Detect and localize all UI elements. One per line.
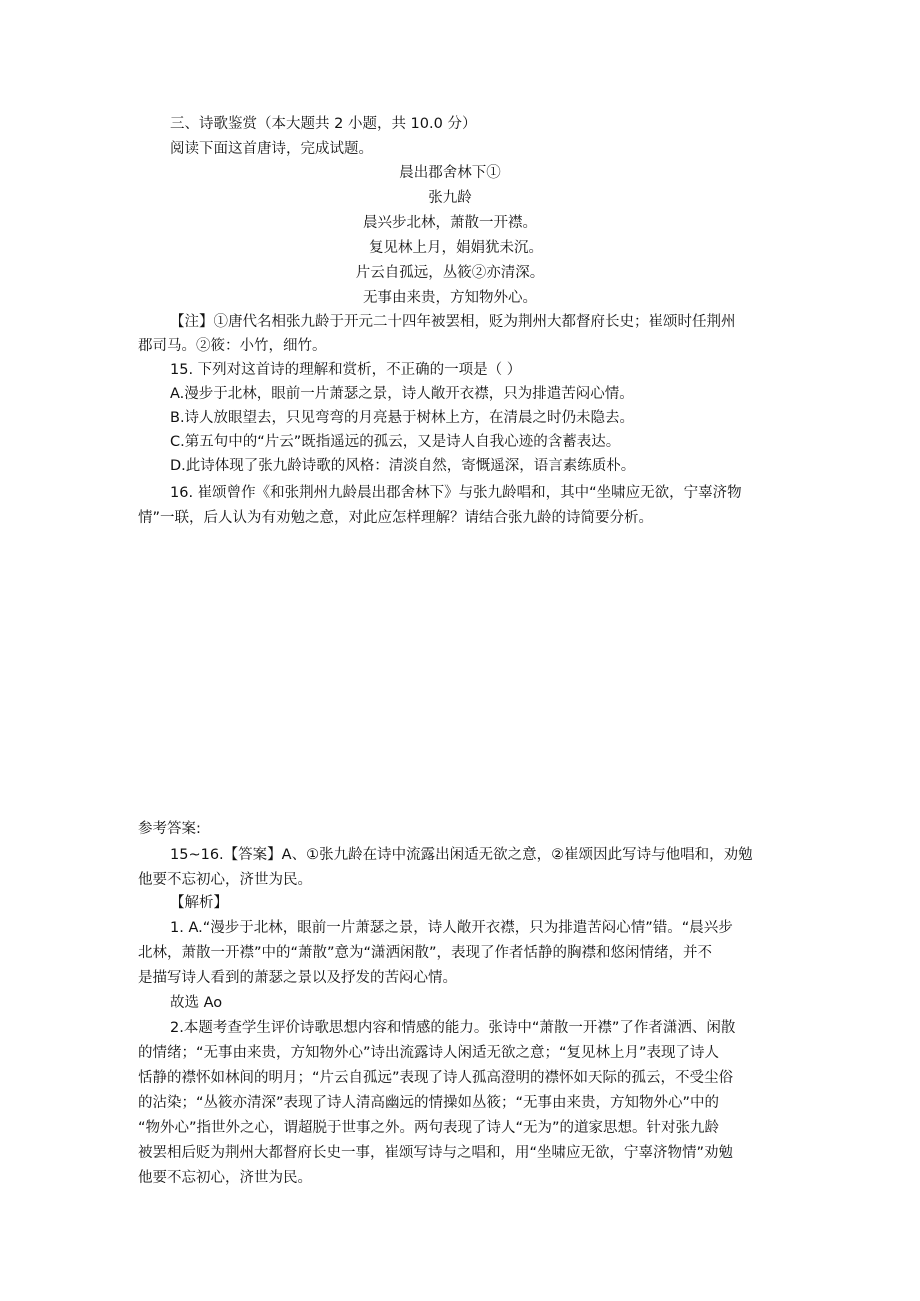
question-15-option-a: A.漫步于北林，眼前一片萧瑟之景，诗人敞开衣襟，只为排遣苦闷心情。 [170, 386, 634, 402]
poem-line-1: 晨兴步北林，萧散一开襟。 [363, 215, 537, 231]
question-15-option-d: D.此诗体现了张九龄诗歌的风格：清淡自然，寄慨遥深，语言素练质朴。 [170, 458, 636, 474]
poem-author: 张九龄 [428, 190, 472, 206]
analysis-label: 【解析】 [170, 895, 228, 911]
answer-choice: 故选 Ao [170, 995, 223, 1011]
question-16-line-2: 情”一联，后人认为有劝勉之意，对此应怎样理解？请结合张九龄的诗简要分析。 [138, 510, 654, 526]
question-16-line-1: 16. 崔颂曾作《和张荆州九龄晨出郡舍林下》与张九龄唱和，其中“坐啸应无欲，宁辜济物 [170, 485, 742, 501]
analysis-point-2-line-2: 的情绪；“无事由来贵，方知物外心”诗出流露诗人闲适无欲之意；“复见林上月”表现了诗人 [138, 1045, 720, 1061]
answer-main-line-1: 15~16.【答案】A、①张九龄在诗中流露出闲适无欲之意，②崔颂因此写诗与他唱和，劝勉 [170, 847, 753, 863]
poem-note-line-1: 【注】①唐代名相张九龄于开元二十四年被罢相，贬为荆州大都督府长史；崔颂时任荆州 [170, 314, 736, 330]
analysis-point-1-line-2: 北林，萧散一开襟”中的“萧散”意为“潇洒闲散”，表现了作者恬静的胸襟和悠闲情绪，并不 [138, 945, 713, 961]
answer-main-line-2: 他要不忘初心，济世为民。 [138, 872, 312, 888]
poem-line-2: 复见林上月，娟娟犹未沉。 [369, 240, 543, 256]
analysis-point-1-line-3: 是描写诗人看到的萧瑟之景以及抒发的苦闷心情。 [138, 970, 457, 986]
analysis-point-2-line-7: 他要不忘初心，济世为民。 [138, 1170, 312, 1186]
analysis-point-2-line-6: 被罢相后贬为荆州大都督府长史一事，崔颂写诗与之唱和，用“坐啸应无欲，宁辜济物情”劝勉 [138, 1145, 734, 1161]
analysis-point-1-line-1: 1. A.“漫步于北林，眼前一片萧瑟之景，诗人敞开衣襟，只为排遣苦闷心情”错。“晨兴步 [170, 920, 733, 936]
answer-label: 参考答案: [138, 821, 201, 837]
section-heading: 三、诗歌鉴赏（本大题共 2 小题，共 10.0 分） [170, 116, 477, 132]
analysis-point-2-line-5: “物外心”指世外之心，谓超脱于世事之外。两句表现了诗人“无为”的道家思想。针对张九龄 [138, 1120, 720, 1136]
question-15-option-c: C.第五句中的“片云”既指遥远的孤云，又是诗人自我心迹的含蓄表达。 [170, 434, 621, 450]
analysis-point-2-line-1: 2.本题考查学生评价诗歌思想内容和情感的能力。张诗中“萧散一开襟”了作者潇洒、闲散 [170, 1020, 736, 1036]
analysis-point-2-line-4: 的沾染；“丛筱亦清深”表现了诗人清高幽远的情操如丛筱；“无事由来贵，方知物外心”中的 [138, 1095, 720, 1111]
question-15-stem: 15. 下列对这首诗的理解和赏析，不正确的一项是（ ） [170, 362, 522, 378]
poem-title: 晨出郡舍林下① [399, 165, 501, 181]
analysis-point-2-line-3: 恬静的襟怀如林间的明月；“片云自孤远”表现了诗人孤高澄明的襟怀如天际的孤云，不受尘俗 [138, 1070, 734, 1086]
poem-line-3: 片云自孤远，丛筱②亦清深。 [355, 265, 545, 281]
poem-note-line-2: 郡司马。②筱：小竹，细竹。 [138, 338, 327, 354]
question-15-option-b: B.诗人放眼望去，只见弯弯的月亮悬于树林上方，在清晨之时仍未隐去。 [170, 410, 635, 426]
section-instruction: 阅读下面这首唐诗，完成试题。 [170, 141, 373, 157]
poem-line-4: 无事由来贵，方知物外心。 [363, 290, 537, 306]
